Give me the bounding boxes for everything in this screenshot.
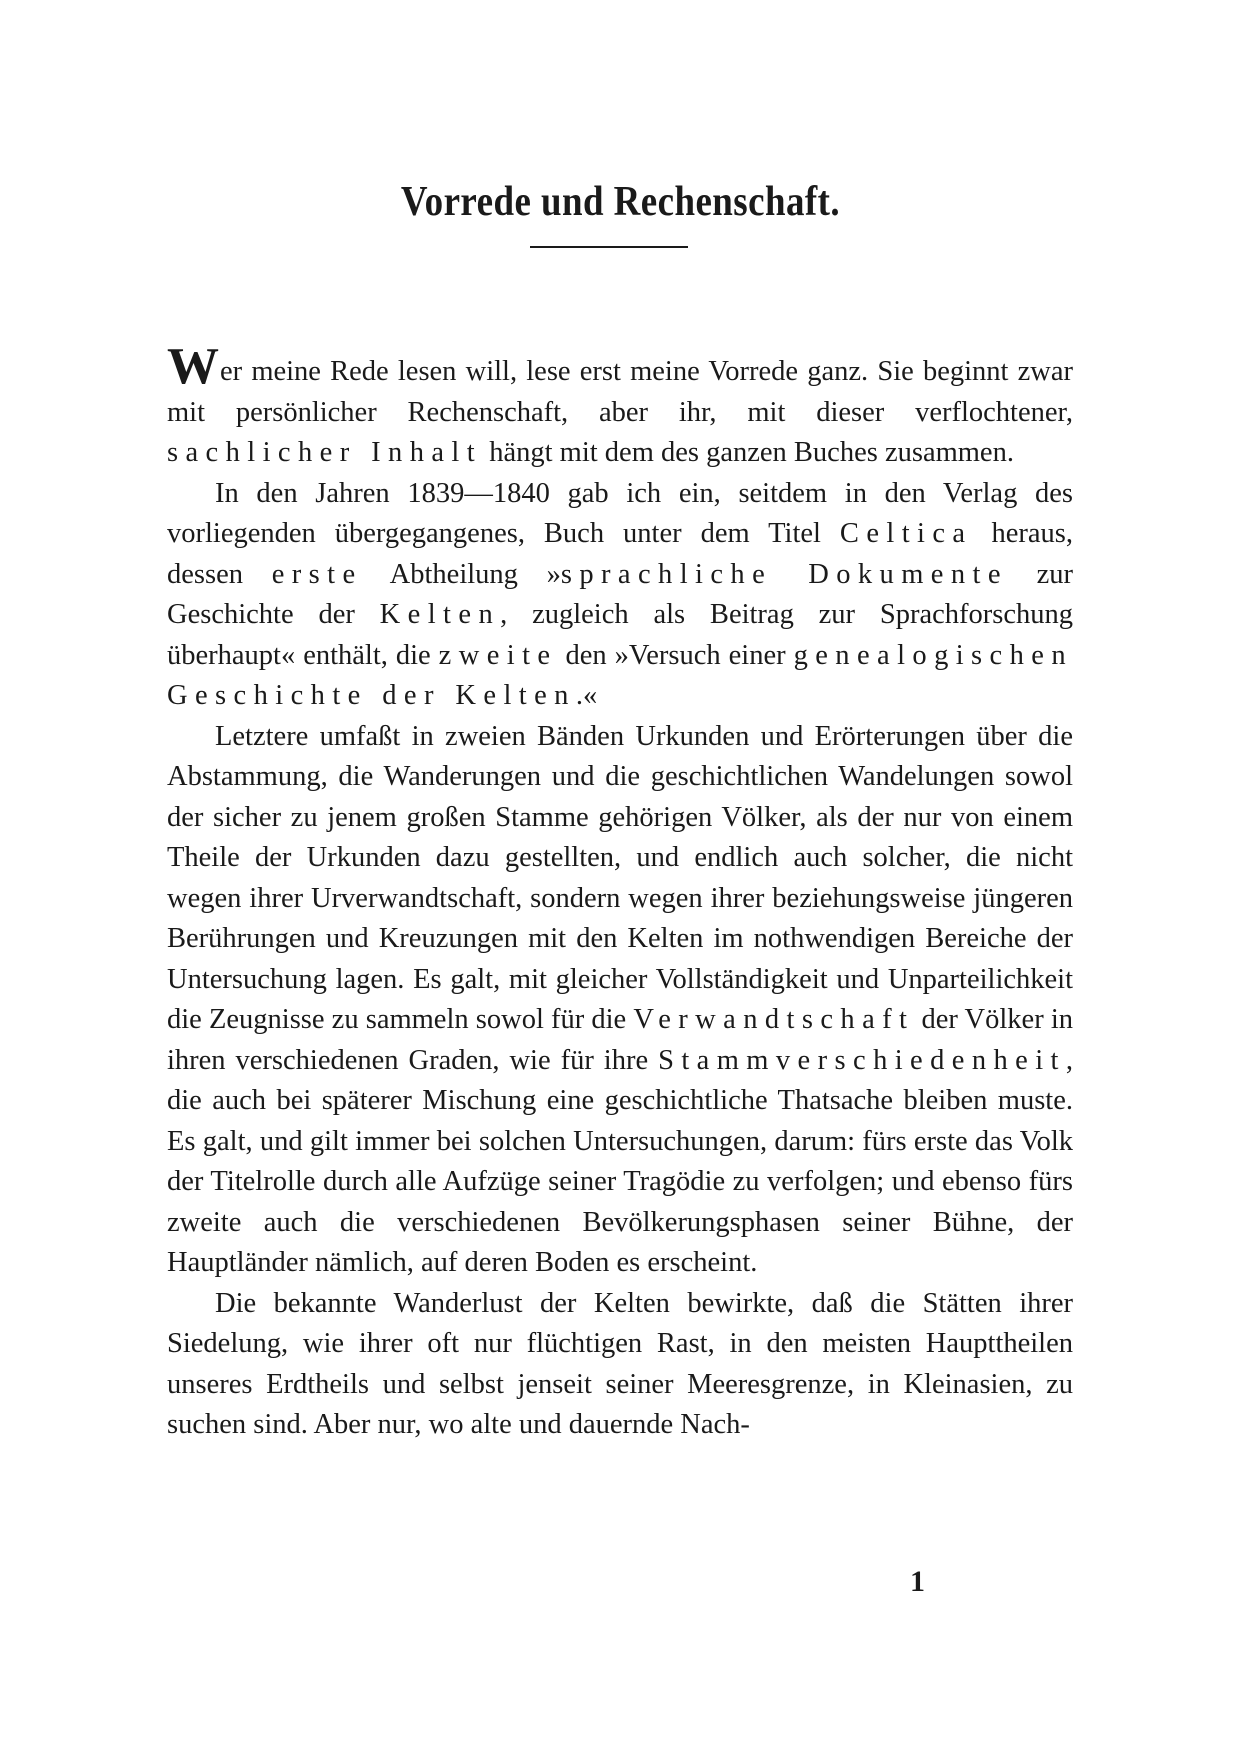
paragraph <box>167 474 1073 717</box>
text-run: zur Geschichte der <box>167 558 1073 630</box>
text-run: Abtheilung » <box>362 558 561 590</box>
text-run: Letztere umfaßt in zweien Bänden Urkunden und Erörterungen über die Abstammung, die Wanderungen und die geschichtlichen Wandelungen sowol der sicher zu jenem großen Stamme gehörigen Völker, als der nur von einem Theile der Urkunden dazu gestellten, und endlich auch solcher, die nicht wegen ihrer Urverwandtschaft, sondern wegen ihrer beziehungsweise jüngeren Berührungen und Kreuzungen mit den Kelten im nothwendigen Bereiche der Untersuchung lagen. Es galt, mit gleicher Vollständigkeit und Unparteilichkeit die Zeugnisse zu sammeln sowol für die <box>167 720 1073 1035</box>
spaced-emphasis: genealogischen Geschichte der Kelten <box>167 639 1073 711</box>
paragraph <box>167 717 1073 1284</box>
paragraph <box>167 338 1073 474</box>
spaced-emphasis: erste <box>271 558 363 590</box>
text-run: , die auch bei späterer Mischung eine geschichtliche Thatsache bleiben muste. Es galt, und gilt immer bei solchen Untersuchungen, darum: fürs erste das Volk der Titelrolle durch alle Aufzüge seiner Tragödie zu verfolgen; und ebenso fürs zweite auch die verschiedenen Bevölkerungsphasen seiner Bühne, der Hauptländer nämlich, auf deren Boden es erscheint. <box>167 1044 1073 1278</box>
text-run: , zugleich als Beitrag zur Sprachforschung überhaupt« enthält, die <box>167 599 1073 671</box>
text-run: den »Versuch einer <box>557 639 794 671</box>
drop-cap: W <box>167 338 219 395</box>
spaced-emphasis: Verwandtschaft <box>633 1004 915 1035</box>
text-run: der Völker in ihren verschiedenen Graden, wie für ihre <box>167 1004 1074 1076</box>
text-run: er meine Rede lesen will, lese erst meine Vorrede ganz. Sie beginnt zwar mit persönlicher Rechenschaft, aber ihr, mit dieser verflochtener, <box>167 356 1073 428</box>
title-divider <box>530 246 688 248</box>
spaced-emphasis: sprachliche Dokumente <box>560 558 1008 590</box>
text-run: .« <box>575 680 598 711</box>
text-run: Die bekannte Wanderlust der Kelten bewirkte, daß die Stätten ihrer Siedelung, wie ihrer oft nur flüchtigen Rast, in den meisten Haupttheilen unseres Erdtheils und selbst jenseit seiner Meeresgrenze, in Kleinasien, zu suchen sind. Aber nur, wo alte und dauernde Nach- <box>167 1287 1073 1440</box>
chapter-title: Vorrede und Rechenschaft. <box>400 179 841 226</box>
spaced-emphasis: sachlicher Inhalt <box>167 437 483 468</box>
page-number: 1 <box>910 1565 925 1598</box>
spaced-emphasis: Celtica <box>839 518 973 549</box>
paragraph <box>167 1284 1073 1446</box>
spaced-emphasis: Stammverschiedenheit <box>658 1044 1066 1076</box>
spaced-emphasis: zweite <box>438 639 558 671</box>
text-run: heraus, dessen <box>167 518 1073 590</box>
body-text <box>167 338 1074 1446</box>
spaced-emphasis: Kelten <box>379 599 501 630</box>
text-run: hängt mit dem des ganzen Buches zusammen. <box>482 437 1014 468</box>
text-run: In den Jahren 1839—1840 gab ich ein, seitdem in den Verlag des vorliegenden übergegangenes, Buch unter dem Titel <box>167 477 1073 549</box>
